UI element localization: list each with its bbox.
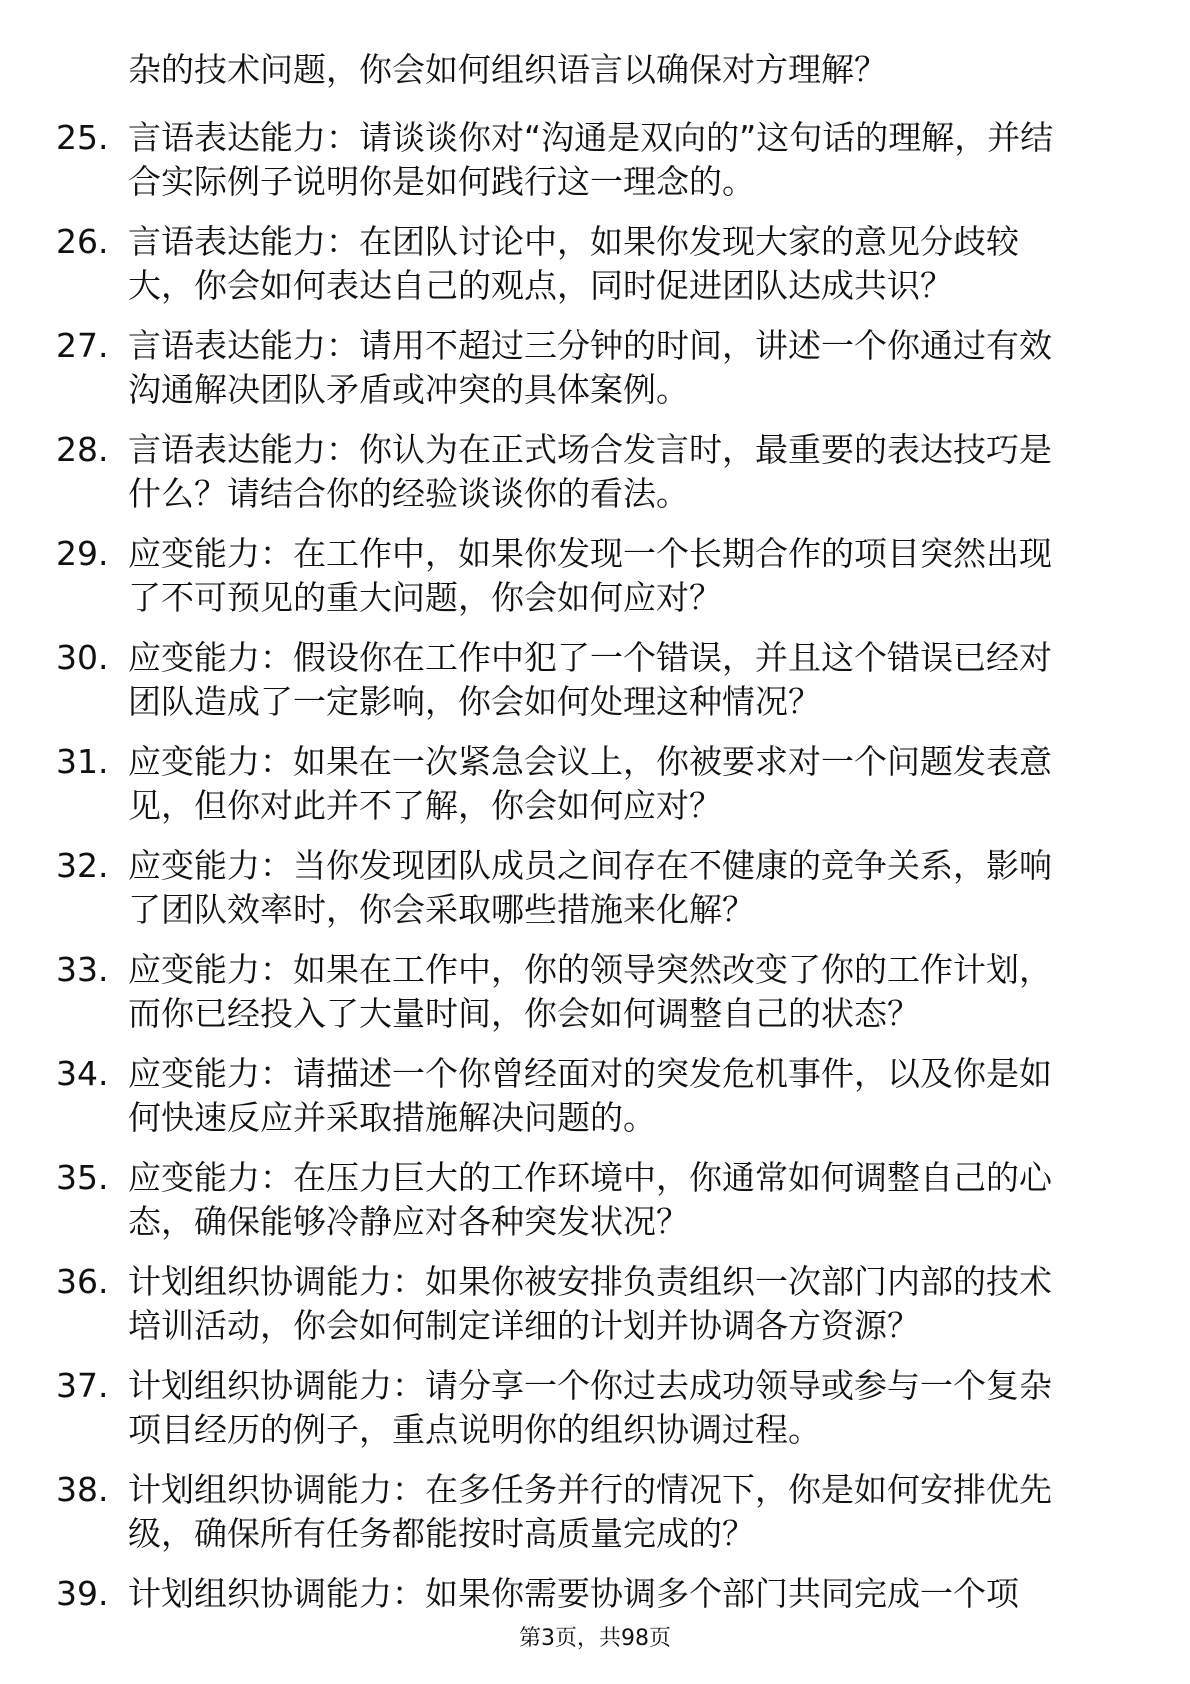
question-line: 级，确保所有任务都能按时高质量完成的？: [128, 1514, 755, 1553]
question-line: 团队造成了一定影响，你会如何处理这种情况？: [128, 682, 821, 721]
question-item: [0, 424, 1190, 528]
question-item: [0, 736, 1190, 840]
question-line: 态，确保能够冷静应对各种突发状况？: [128, 1202, 689, 1241]
question-number: 25.: [56, 118, 109, 157]
question-item: [0, 632, 1190, 736]
question-line: 而你已经投入了大量时间，你会如何调整自己的状态？: [128, 994, 920, 1033]
question-text: [128, 1052, 1118, 1140]
question-text: [128, 1468, 1118, 1556]
question-text: [128, 740, 1118, 828]
question-number: 26.: [56, 222, 109, 261]
question-line: 言语表达能力：请用不超过三分钟的时间，讲述一个你通过有效: [128, 326, 1052, 365]
question-number: 38.: [56, 1470, 109, 1509]
question-line: 应变能力：假设你在工作中犯了一个错误，并且这个错误已经对: [128, 638, 1052, 677]
question-number: 36.: [56, 1262, 109, 1301]
question-text: [128, 1156, 1118, 1244]
question-item: [0, 320, 1190, 424]
question-line: 应变能力：当你发现团队成员之间存在不健康的竞争关系，影响: [128, 846, 1052, 885]
question-line: 应变能力：如果在一次紧急会议上，你被要求对一个问题发表意: [128, 742, 1052, 781]
question-line: 应变能力：如果在工作中，你的领导突然改变了你的工作计划，: [128, 950, 1052, 989]
question-item: [0, 1360, 1190, 1464]
question-text: [128, 1572, 1118, 1616]
question-line: 合实际例子说明你是如何践行这一理念的。: [128, 162, 755, 201]
question-text: [128, 220, 1118, 308]
question-number: 27.: [56, 326, 109, 365]
question-line: 项目经历的例子，重点说明你的组织协调过程。: [128, 1410, 821, 1449]
question-text: [128, 948, 1118, 1036]
question-item: [0, 944, 1190, 1048]
question-number: 39.: [56, 1574, 109, 1613]
question-number: 35.: [56, 1158, 109, 1197]
question-line: 应变能力：请描述一个你曾经面对的突发危机事件，以及你是如: [128, 1054, 1052, 1093]
question-item: [0, 1568, 1190, 1672]
question-number: 37.: [56, 1366, 109, 1405]
question-number: 33.: [56, 950, 109, 989]
question-line: 见，但你对此并不了解，你会如何应对？: [128, 786, 722, 825]
question-item: [0, 1464, 1190, 1568]
question-text: [128, 324, 1118, 412]
question-number: 28.: [56, 430, 109, 469]
question-line: 计划组织协调能力：如果你需要协调多个部门共同完成一个项: [128, 1574, 1019, 1613]
question-line: 应变能力：在工作中，如果你发现一个长期合作的项目突然出现: [128, 534, 1052, 573]
question-text: [128, 532, 1118, 620]
question-line: 培训活动，你会如何制定详细的计划并协调各方资源？: [128, 1306, 920, 1345]
question-item: [0, 1152, 1190, 1256]
question-number: 34.: [56, 1054, 109, 1093]
question-item: [0, 528, 1190, 632]
question-number: 32.: [56, 846, 109, 885]
question-line: 言语表达能力：请谈谈你对“沟通是双向的”这句话的理解，并结: [128, 118, 1054, 157]
question-line: 了团队效率时，你会采取哪些措施来化解？: [128, 890, 755, 929]
question-line: 了不可预见的重大问题，你会如何应对？: [128, 578, 722, 617]
question-text: [128, 116, 1118, 204]
question-text: [128, 844, 1118, 932]
question-line: 计划组织协调能力：请分享一个你过去成功领导或参与一个复杂: [128, 1366, 1052, 1405]
page-footer: 第3页，共98页: [519, 1626, 671, 1651]
question-line: 言语表达能力：你认为在正式场合发言时，最重要的表达技巧是: [128, 430, 1052, 469]
question-number: 31.: [56, 742, 109, 781]
question-line: 应变能力：在压力巨大的工作环境中，你通常如何调整自己的心: [128, 1158, 1052, 1197]
question-text: [128, 1364, 1118, 1452]
question-line: 言语表达能力：在团队讨论中，如果你发现大家的意见分歧较: [128, 222, 1019, 261]
question-line: 大，你会如何表达自己的观点，同时促进团队达成共识？: [128, 266, 953, 305]
question-item: [0, 840, 1190, 944]
question-text: [128, 1260, 1118, 1348]
question-line: 计划组织协调能力：如果你被安排负责组织一次部门内部的技术: [128, 1262, 1052, 1301]
question-item: [0, 1256, 1190, 1360]
question-text: [128, 636, 1118, 724]
question-line: 计划组织协调能力：在多任务并行的情况下，你是如何安排优先: [128, 1470, 1052, 1509]
question-line: 什么？请结合你的经验谈谈你的看法。: [128, 474, 689, 513]
question-list: [0, 112, 1190, 1672]
question-item: [0, 216, 1190, 320]
question-item: [0, 112, 1190, 216]
question-text: [128, 428, 1118, 516]
question-line: 沟通解决团队矛盾或冲突的具体案例。: [128, 370, 689, 409]
question-number: 30.: [56, 638, 109, 677]
question-line: 何快速反应并采取措施解决问题的。: [128, 1098, 656, 1137]
question-number: 29.: [56, 534, 109, 573]
question-item: [0, 1048, 1190, 1152]
continuation-text: 杂的技术问题，你会如何组织语言以确保对方理解？: [128, 50, 887, 89]
